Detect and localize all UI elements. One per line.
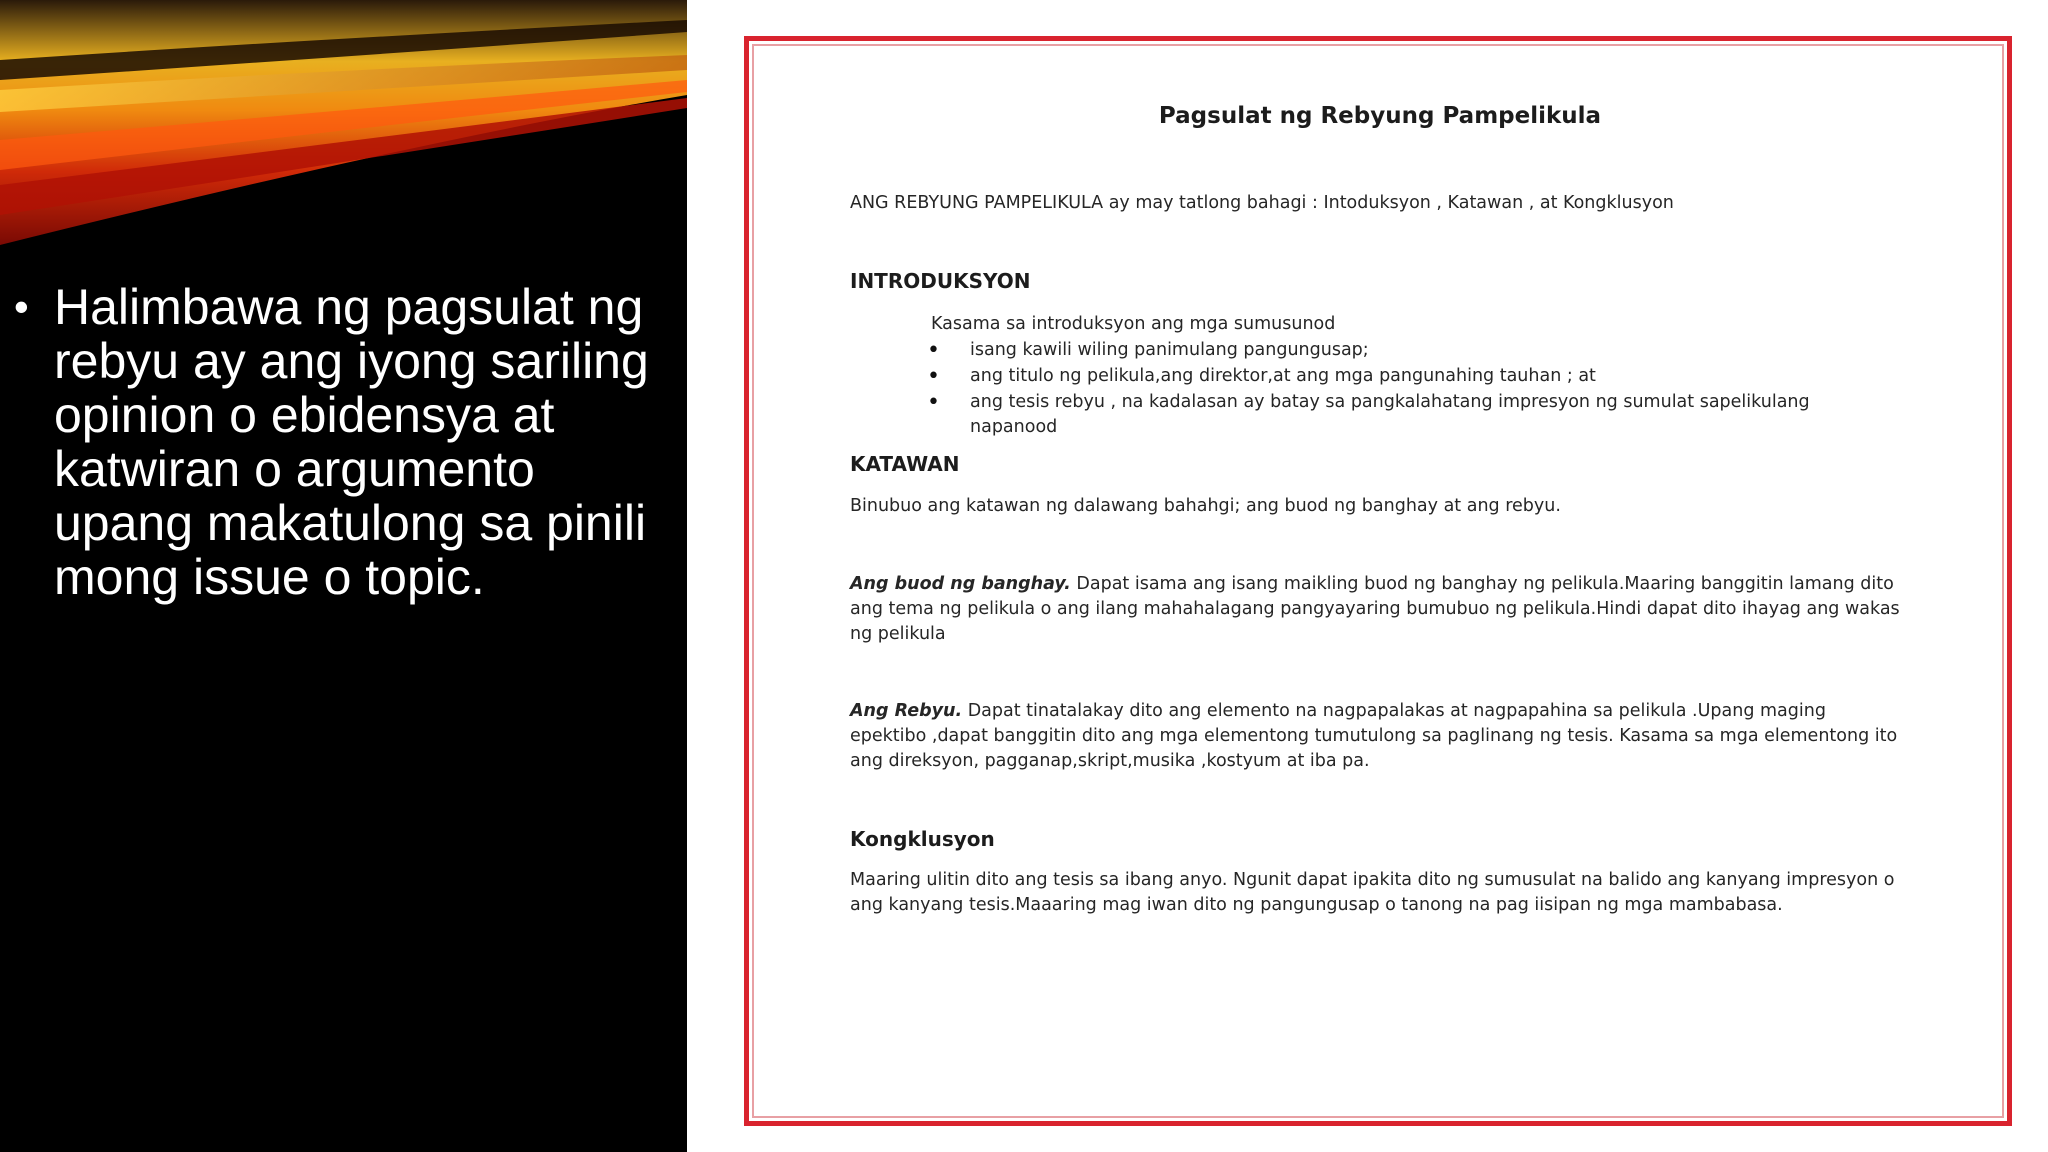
decorative-swoosh — [0, 0, 687, 250]
buod-text: Dapat isama ang isang maikling buod ng banghay ng pelikula.Maaring banggitin lamang dito ang tema ng pelikula o ang ilang mahahalagang pangyayaring bumubuo ng pelikula.Hindi dapat dito ihayag ang wakas ng pelikula — [850, 574, 1900, 644]
introduksyon-lead: Kasama sa introduksyon ang mga sumusunod — [931, 314, 1336, 334]
bullet-dot: • — [14, 283, 29, 330]
introduksyon-list — [970, 338, 1830, 441]
list-item: • ang titulo ng pelikula,ang direktor,at ang mga pangunahing tauhan ; at — [970, 364, 1830, 389]
left-panel — [0, 0, 687, 1152]
heading-introduksyon: INTRODUKSYON — [850, 269, 1031, 293]
buod-lead: Ang buod ng banghay. — [850, 574, 1071, 594]
rebyu-text: Dapat tinatalakay dito ang elemento na nagpapalakas at nagpapahina sa pelikula .Upang maging epektibo ,dapat banggitin dito ang mga elementong tumutulong sa paglinang ng tesis. Kasama sa mga elementong ito ang direksyon, pagganap,skript,musika ,kostyum at iba pa. — [850, 701, 1898, 771]
heading-kongklusyon: Kongklusyon — [850, 827, 995, 851]
list-item: • ang tesis rebyu , na kadalasan ay batay sa pangkalahatang impresyon ng sumulat sapelikulang napanood — [970, 390, 1830, 440]
buod-paragraph — [850, 572, 1900, 647]
katawan-text: Binubuo ang katawan ng dalawang bahahgi; ang buod ng banghay at ang rebyu. — [850, 496, 1561, 516]
rebyu-lead: Ang Rebyu. — [850, 701, 963, 721]
document-title: Pagsulat ng Rebyung Pampelikula — [1158, 103, 1602, 129]
rebyu-paragraph — [850, 699, 1900, 774]
kongklusyon-text: Maaring ulitin dito ang tesis sa ibang anyo. Ngunit dapat ipakita dito ng sumusulat na balido ang kanyang impresyon o ang kanyang tesis.Maaaring mag iwan dito ng pangungusap o tanong na pag iisipan ng mga mambabasa. — [850, 870, 1895, 915]
slide-bullet-text: Halimbawa ng pagsulat ng rebyu ay ang iyong sariling opinion o ebidensya at katwiran o argumento upang makatulong sa pinili mong issue o topic. — [54, 279, 649, 605]
heading-katawan: KATAWAN — [850, 452, 960, 476]
list-item: • isang kawili wiling panimulang pangungusap; — [970, 338, 1830, 363]
slide-bullet — [14, 280, 654, 604]
intro-line: ANG REBYUNG PAMPELIKULA ay may tatlong bahagi : Intoduksyon , Katawan , at Kongklusyon — [850, 193, 1674, 213]
